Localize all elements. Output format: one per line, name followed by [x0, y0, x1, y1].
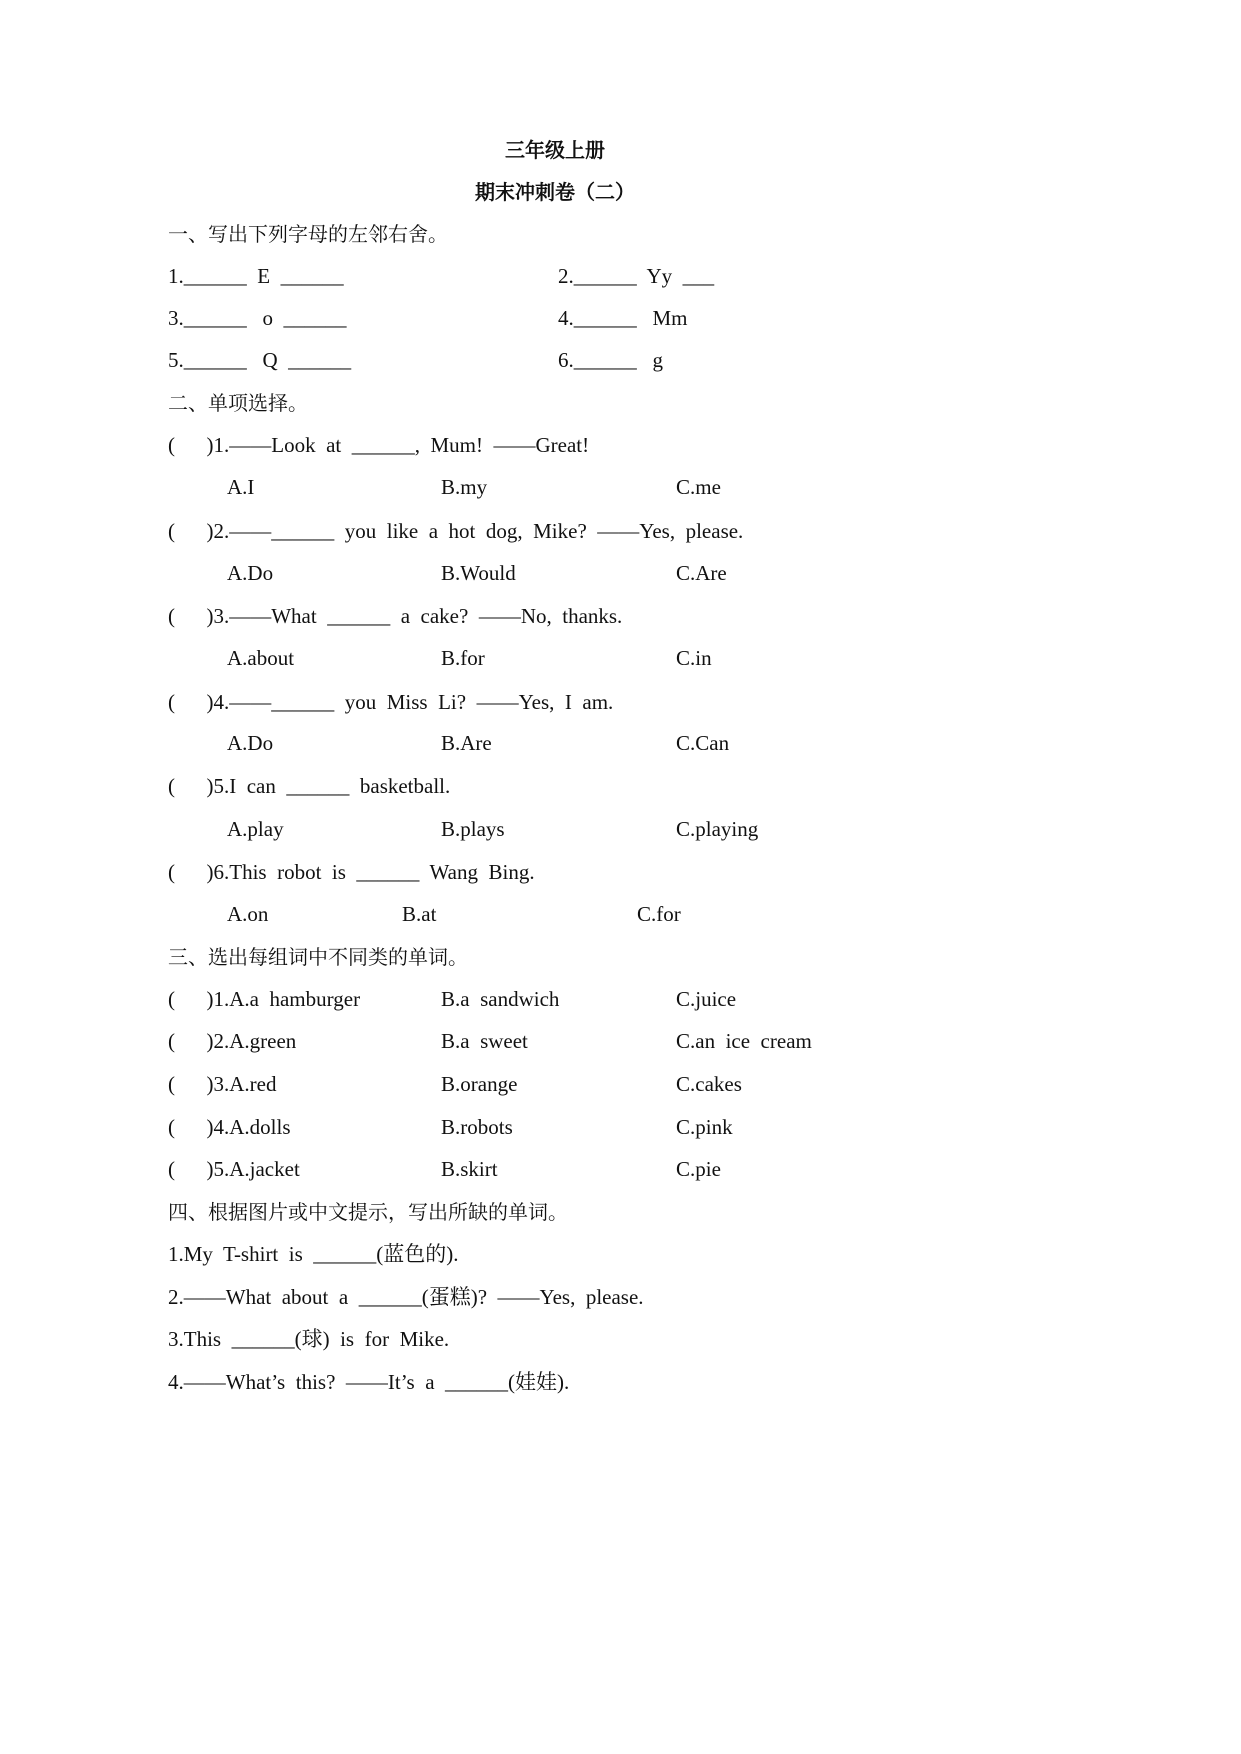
word-choice: ( )3.A.red [168, 1072, 277, 1096]
word-choice: B.robots [441, 1115, 513, 1139]
section-3-heading: 三、选出每组词中不同类的单词。 [168, 945, 468, 969]
question: ( )6.This robot is ______ Wang Bing. [168, 860, 535, 884]
option: C.Can [676, 731, 730, 755]
letter-item: 1.______ E ______ [168, 264, 344, 288]
fill-in-item: 3.This ______(球) is for Mike. [168, 1327, 450, 1351]
page-subtitle: 期末冲刺卷（二） [475, 180, 635, 204]
word-choice: B.skirt [441, 1157, 498, 1181]
word-choice: ( )1.A.a hamburger [168, 987, 361, 1011]
word-choice: B.orange [441, 1072, 518, 1096]
fill-in-item: 1.My T-shirt is ______(蓝色的). [168, 1242, 459, 1266]
word-choice: C.juice [676, 987, 737, 1011]
option: C.playing [676, 817, 759, 841]
word-choice: B.a sandwich [441, 987, 560, 1011]
option: B.at [402, 902, 437, 926]
letter-item: 3.______ o ______ [168, 306, 347, 330]
letter-item: 5.______ Q ______ [168, 348, 352, 372]
section-2-heading: 二、单项选择。 [168, 391, 308, 415]
question: ( )1.——Look at ______, Mum! ——Great! [168, 433, 590, 457]
option: C.in [676, 646, 712, 670]
option: B.plays [441, 817, 505, 841]
fill-in-item: 2.——What about a ______(蛋糕)? ——Yes, please. [168, 1285, 644, 1309]
option: A.I [227, 475, 255, 499]
section-4-heading: 四、根据图片或中文提示，写出所缺的单词。 [168, 1200, 568, 1224]
option: C.Are [676, 561, 727, 585]
question: ( )4.——______ you Miss Li? ——Yes, I am. [168, 690, 614, 714]
option: C.for [637, 902, 681, 926]
section-1-heading: 一、写出下列字母的左邻右舍。 [168, 222, 448, 246]
option: A.on [227, 902, 269, 926]
option: C.me [676, 475, 721, 499]
fill-in-item: 4.——What’s this? ——It’s a ______(娃娃). [168, 1370, 570, 1394]
option: B.for [441, 646, 485, 670]
word-choice: ( )5.A.jacket [168, 1157, 300, 1181]
option: B.Are [441, 731, 492, 755]
option: A.play [227, 817, 284, 841]
option: A.Do [227, 561, 274, 585]
option: A.about [227, 646, 295, 670]
option: A.Do [227, 731, 274, 755]
word-choice: B.a sweet [441, 1029, 528, 1053]
word-choice: C.an ice cream [676, 1029, 812, 1053]
option: B.my [441, 475, 488, 499]
letter-item: 6.______ g [558, 348, 663, 372]
page-title: 三年级上册 [505, 138, 605, 162]
word-choice: ( )4.A.dolls [168, 1115, 291, 1139]
question: ( )3.——What ______ a cake? ——No, thanks. [168, 604, 623, 628]
option: B.Would [441, 561, 516, 585]
word-choice: C.pie [676, 1157, 721, 1181]
word-choice: C.pink [676, 1115, 733, 1139]
word-choice: ( )2.A.green [168, 1029, 297, 1053]
letter-item: 2.______ Yy ___ [558, 264, 715, 288]
word-choice: C.cakes [676, 1072, 742, 1096]
question: ( )5.I can ______ basketball. [168, 774, 451, 798]
letter-item: 4.______ Mm [558, 306, 688, 330]
question: ( )2.——______ you like a hot dog, Mike? ——Yes, please. [168, 519, 744, 543]
